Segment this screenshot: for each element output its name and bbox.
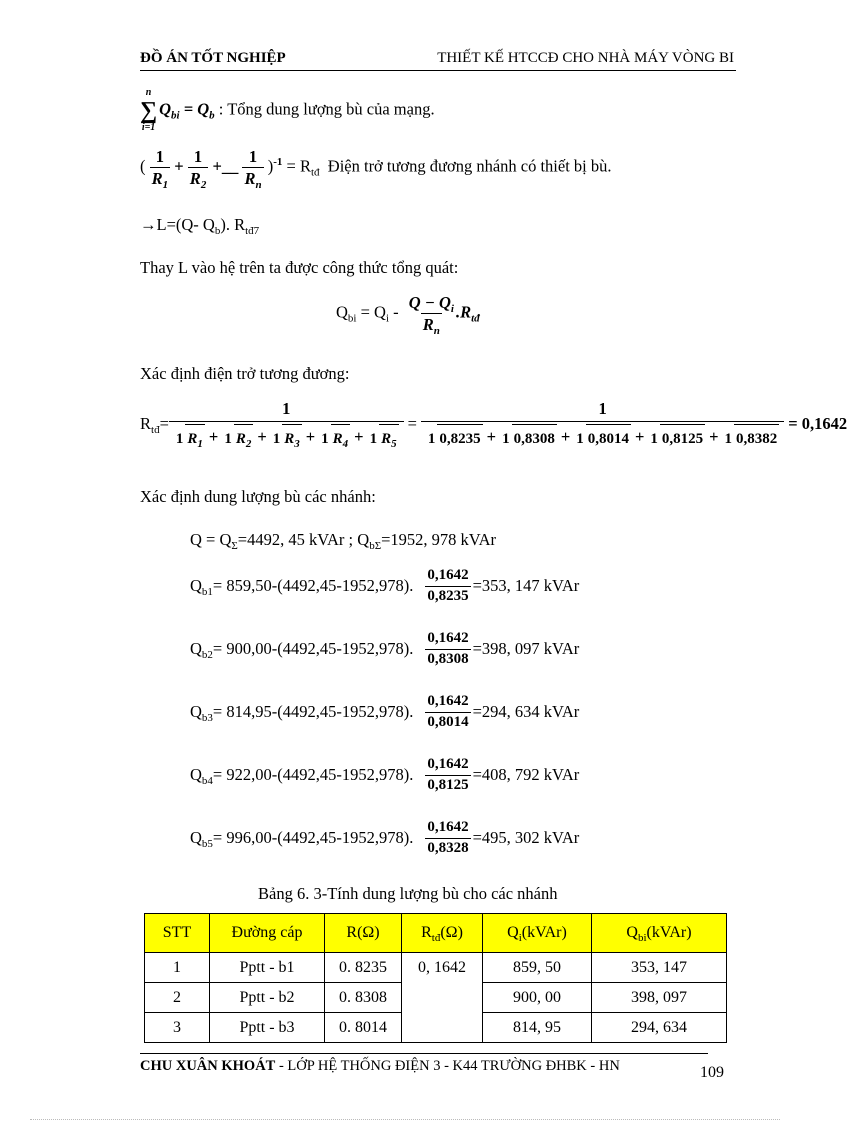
compensation-table (144, 913, 727, 1043)
cell-qi: 900, 00 (483, 983, 592, 1013)
cell-qbi: 294, 634 (592, 1013, 727, 1043)
rtd-result: = 0,1642 (788, 413, 847, 433)
unit-fraction: 1 $R_5$ (368, 429, 399, 448)
cell-qi: 814, 95 (483, 1013, 592, 1043)
unit-fraction: 1 $R_3$ (271, 429, 302, 448)
page-edge-dots (30, 1119, 780, 1120)
header-right: THIẾT KẾ HTCCĐ CHO NHÀ MÁY VÒNG BI (437, 50, 734, 66)
unit-fraction: 1 $R_1$ (174, 429, 205, 448)
unit-fraction: 1 $R_2$ (222, 429, 253, 448)
cell-r: 0. 8014 (325, 1013, 402, 1043)
l-expression: →L=(Q- $Q_b$). $R_{tđ7}$ (140, 215, 260, 237)
resistance-fraction: 1 0,8014 (574, 429, 631, 448)
page-number: 109 (700, 1064, 724, 1081)
branch-line: $Q_{b1}$ = 859,50-(4492,45-1952,978). $\frac{0,1642}{0,8235}$ =353, 147 kVAr (190, 567, 580, 604)
cell-r: 0. 8308 (325, 983, 402, 1013)
footer-rule (140, 1053, 708, 1054)
col-rtd: $R_{tđ}(\Omega)$ (402, 914, 483, 953)
table-row (145, 953, 727, 983)
rtd-symbolic-denominator: 1 $R_1 + 1$ $R_2 + 1$ $R_3 + 1$ $R_4 + 1$ $R_5$ (169, 421, 404, 448)
sum-description: : Tổng dung lượng bù của mạng. (218, 99, 435, 119)
q-total-line: $Q = Q_\Sigma=4492$, 45 kVAr ; $Q_{b\Sigma}=1952$, 978 kVAr (190, 530, 496, 552)
branches-intro: Xác định dung lượng bù các nhánh: (140, 487, 376, 506)
col-stt: STT (145, 914, 210, 953)
cell-stt: 1 (145, 953, 210, 983)
resistance-fraction: 1 0,8382 (723, 429, 780, 448)
sum-symbol: n ∑ i=1 (140, 87, 158, 133)
rtd-definition-line: ( $\frac{1}{R_1}$ + $\frac{1}{R_2}$ +__ $\frac{1}{R_n}$ )$^{-1} = R_{tđ}$ Điện trở tương đương nhánh có thiết bị bù. (140, 147, 612, 192)
resistance-fraction: 1 0,8308 (500, 429, 557, 448)
cell-cable: Pptt - b3 (210, 1013, 325, 1043)
unit-fraction: 1 $R_4$ (319, 429, 350, 448)
footer-text: CHU XUÂN KHOÁT - LỚP HỆ THỐNG ĐIỆN 3 - K44 TRƯỜNG ĐHBK - HN (140, 1058, 620, 1074)
sum-line: n ∑ i=1 $Q_{bi} = Q_b$ : Tổng dung lượng bù của mạng. (140, 87, 435, 133)
cell-rtd: 0, 1642 (402, 953, 483, 1043)
col-qbi: $Q_{bi}(kVAr)$ (592, 914, 727, 953)
branch-line: $Q_{b3}$ = 814,95-(4492,45-1952,978). $\frac{0,1642}{0,8014}$ =294, 634 kVAr (190, 693, 580, 730)
table-caption: Bảng 6. 3-Tính dung lượng bù cho các nhánh (258, 884, 558, 903)
cell-qi: 859, 50 (483, 953, 592, 983)
col-cable: Đường cáp (210, 914, 325, 953)
branch-line: $Q_{b4}$ = 922,00-(4492,45-1952,978). $\frac{0,1642}{0,8125}$ =408, 792 kVAr (190, 756, 580, 793)
rtd-description: Điện trở tương đương nhánh có thiết bị bù. (327, 156, 612, 176)
branch-line: $Q_{b5}$ = 996,00-(4492,45-1952,978). $\frac{0,1642}{0,8328}$ =495, 302 kVAr (190, 819, 580, 856)
table-header-row (145, 914, 727, 953)
cell-stt: 3 (145, 1013, 210, 1043)
col-r: R(Ω) (325, 914, 402, 953)
general-formula: $Q_{bi} = Q_i$ - $\frac{Q - Q_i}{R_n}$ $.R_{tđ}$ (336, 293, 480, 338)
rtd-intro: Xác định điện trở tương đương: (140, 364, 350, 383)
cell-qbi: 398, 097 (592, 983, 727, 1013)
resistance-fraction: 1 0,8125 (648, 429, 705, 448)
resistance-fraction: 1 0,8235 (426, 429, 483, 448)
branch-line: $Q_{b2}$ = 900,00-(4492,45-1952,978). $\frac{0,1642}{0,8308}$ =398, 097 kVAr (190, 630, 580, 667)
rtd-numeric-denominator: 1 0,8235 + 1 0,8308 + 1 0,8014 + 1 0,8125 + 1 0,8382 (421, 421, 784, 448)
general-formula-intro: Thay L vào hệ trên ta được công thức tổng quát: (140, 258, 459, 277)
cell-r: 0. 8235 (325, 953, 402, 983)
col-qi: $Q_i(kVAr)$ (483, 914, 592, 953)
cell-cable: Pptt - b1 (210, 953, 325, 983)
header-left: ĐỒ ÁN TỐT NGHIỆP (140, 50, 286, 66)
cell-stt: 2 (145, 983, 210, 1013)
cell-qbi: 353, 147 (592, 953, 727, 983)
rtd-formula: $R_{tđ}=$ $\frac{1}{1 R_1 + 1 R_2 + 1 R_3 + 1 R_4 + 1 R_5}$ = $\frac{1}{1 0,8235 + 1 0,8308 + 1 0,8014 + 1 0,8125 + 1 0,8382}$ = 0,1642 (140, 399, 847, 451)
cell-cable: Pptt - b2 (210, 983, 325, 1013)
header-rule (140, 70, 736, 71)
